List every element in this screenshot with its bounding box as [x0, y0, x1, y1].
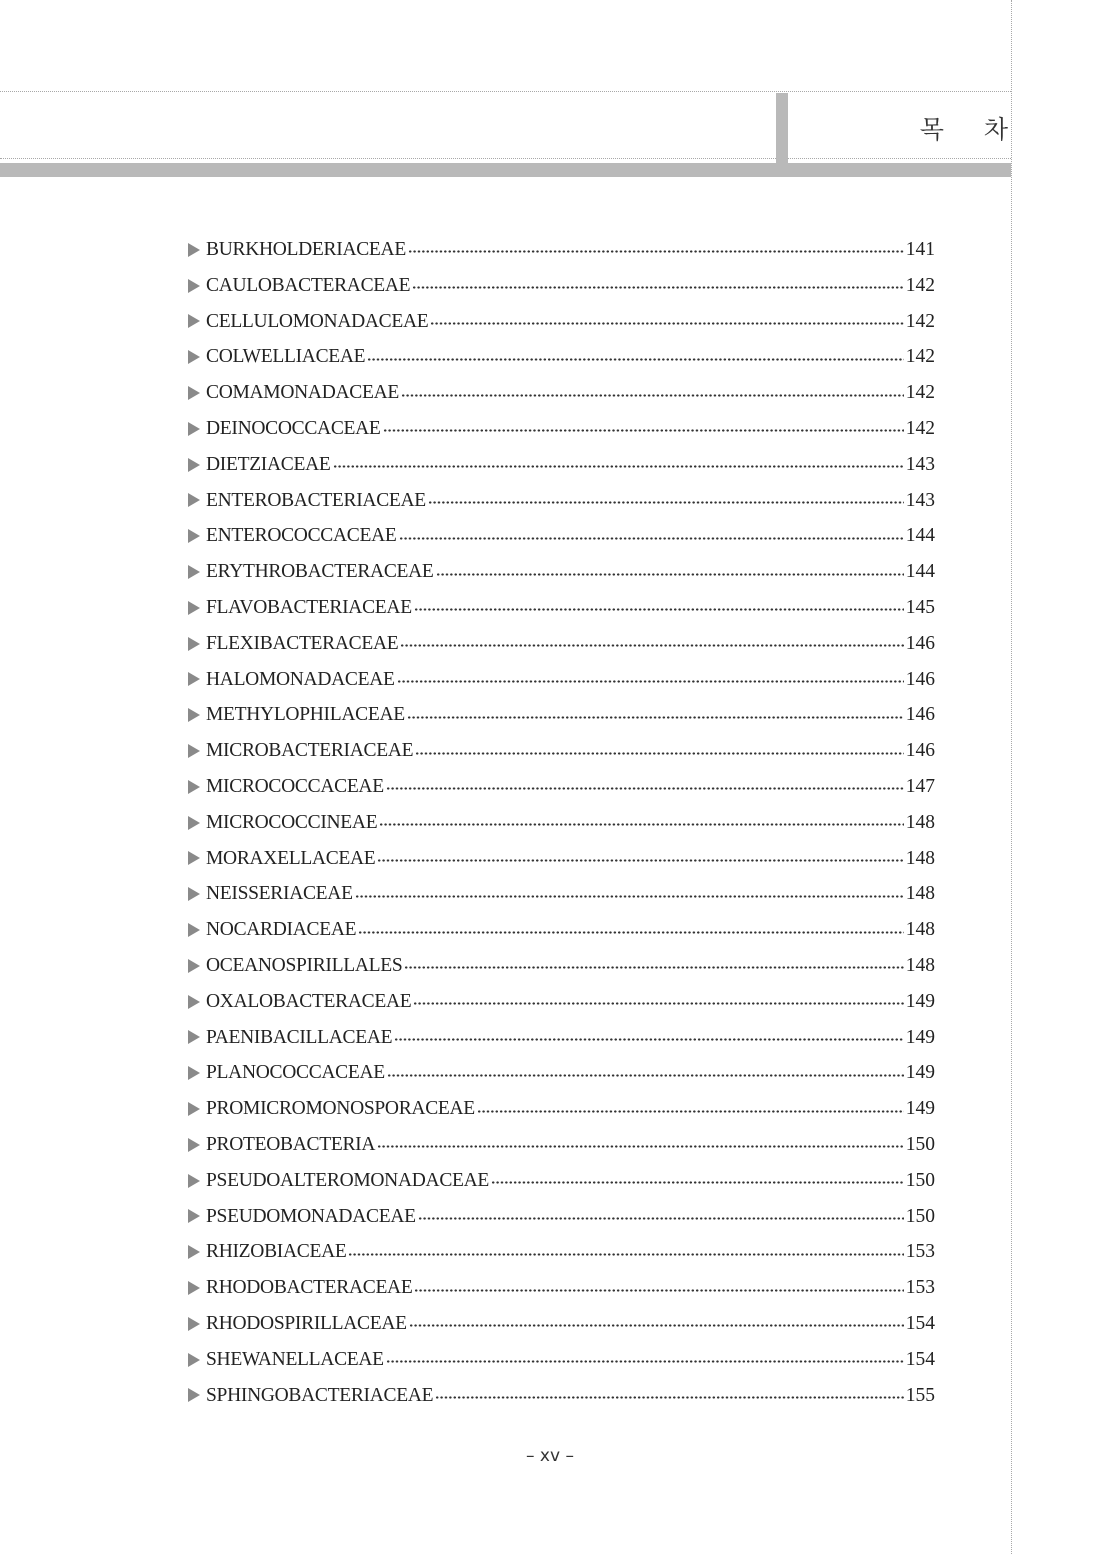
- toc-entry-title: COLWELLIACEAE: [206, 346, 366, 368]
- triangle-bullet-icon: [188, 1317, 200, 1331]
- toc-entry[interactable]: [188, 1055, 935, 1091]
- triangle-bullet-icon: [188, 279, 200, 293]
- toc-entry[interactable]: [188, 304, 935, 340]
- dot-leader: [377, 859, 903, 862]
- toc-entry[interactable]: [188, 805, 935, 841]
- triangle-bullet-icon: [188, 1245, 200, 1259]
- toc-entry-page-number: 142: [905, 417, 935, 439]
- toc-entry[interactable]: [188, 876, 935, 912]
- toc-entry-page-number: 142: [905, 274, 935, 296]
- triangle-bullet-icon: [188, 851, 200, 865]
- toc-entry[interactable]: [188, 948, 935, 984]
- toc-entry[interactable]: [188, 912, 935, 948]
- triangle-bullet-icon: [188, 1138, 200, 1152]
- dot-leader: [394, 1038, 904, 1041]
- triangle-bullet-icon: [188, 493, 200, 507]
- dot-leader: [386, 787, 904, 790]
- dot-leader: [413, 1002, 903, 1005]
- toc-entry[interactable]: [188, 841, 935, 877]
- header-bottom-dotted-line-left: [0, 158, 776, 159]
- triangle-bullet-icon: [188, 422, 200, 436]
- toc-entry-title: NOCARDIACEAE: [206, 919, 357, 941]
- triangle-bullet-icon: [188, 887, 200, 901]
- dot-leader: [491, 1181, 904, 1184]
- toc-entry[interactable]: [188, 1199, 935, 1235]
- page-edge-dotted-line: [1011, 0, 1012, 1554]
- toc-entry-title: MICROCOCCINEAE: [206, 811, 378, 833]
- toc-entry-title: CELLULOMONADACEAE: [206, 310, 429, 332]
- toc-entry-page-number: 143: [905, 489, 935, 511]
- dot-leader: [333, 465, 904, 468]
- toc-entry[interactable]: [188, 375, 935, 411]
- page-title: 목 차: [919, 115, 1024, 144]
- triangle-bullet-icon: [188, 350, 200, 364]
- toc-entry[interactable]: [188, 518, 935, 554]
- toc-entry-title: DEINOCOCCACEAE: [206, 417, 381, 439]
- toc-entry-page-number: 149: [905, 990, 935, 1012]
- toc-entry[interactable]: [188, 1378, 935, 1414]
- dot-leader: [399, 537, 904, 540]
- dot-leader: [386, 1360, 904, 1363]
- toc-entry-title: MORAXELLACEAE: [206, 847, 376, 869]
- toc-entry-title: HALOMONADACEAE: [206, 668, 395, 690]
- dot-leader: [408, 250, 904, 253]
- toc-entry-page-number: 150: [905, 1133, 935, 1155]
- toc-entry-page-number: 146: [905, 668, 935, 690]
- toc-entry-page-number: 147: [905, 775, 935, 797]
- triangle-bullet-icon: [188, 816, 200, 830]
- toc-entry[interactable]: [188, 626, 935, 662]
- header-bottom-dotted-line-right: [788, 158, 1011, 159]
- toc-entry[interactable]: [188, 733, 935, 769]
- dot-leader: [435, 1396, 904, 1399]
- dot-leader: [348, 1253, 903, 1256]
- toc-entry-page-number: 142: [905, 310, 935, 332]
- toc-entry-page-number: 146: [905, 740, 935, 762]
- toc-entry-title: PLANOCOCCACEAE: [206, 1062, 385, 1084]
- page-number-footer: – xv –: [526, 1446, 574, 1466]
- triangle-bullet-icon: [188, 637, 200, 651]
- dot-leader: [412, 286, 903, 289]
- dot-leader: [418, 1217, 904, 1220]
- dot-leader: [409, 1324, 904, 1327]
- toc-entry-title: MICROBACTERIACEAE: [206, 740, 414, 762]
- dot-leader: [414, 608, 904, 611]
- triangle-bullet-icon: [188, 243, 200, 257]
- toc-entry-title: RHIZOBIACEAE: [206, 1241, 347, 1263]
- toc-entry[interactable]: [188, 1020, 935, 1056]
- toc-entry-title: ERYTHROBACTERACEAE: [206, 561, 434, 583]
- toc-entry-page-number: 155: [905, 1384, 935, 1406]
- toc-entry[interactable]: [188, 769, 935, 805]
- toc-entry-title: DIETZIACEAE: [206, 453, 331, 475]
- toc-entry-title: OCEANOSPIRILLALES: [206, 954, 403, 976]
- triangle-bullet-icon: [188, 995, 200, 1009]
- toc-entry[interactable]: [188, 697, 935, 733]
- toc-entry[interactable]: [188, 232, 935, 268]
- dot-leader: [407, 716, 904, 719]
- dot-leader: [367, 358, 903, 361]
- toc-entry-page-number: 148: [905, 811, 935, 833]
- triangle-bullet-icon: [188, 1030, 200, 1044]
- triangle-bullet-icon: [188, 314, 200, 328]
- toc-entry-page-number: 146: [905, 704, 935, 726]
- toc-entry-page-number: 148: [905, 919, 935, 941]
- toc-entry[interactable]: [188, 1127, 935, 1163]
- toc-entry-title: OXALOBACTERACEAE: [206, 990, 412, 1012]
- toc-entry-title: FLEXIBACTERACEAE: [206, 632, 399, 654]
- toc-entry-page-number: 144: [905, 561, 935, 583]
- toc-entry-page-number: 149: [905, 1098, 935, 1120]
- toc-entry[interactable]: [188, 984, 935, 1020]
- toc-entry-page-number: 149: [905, 1062, 935, 1084]
- toc-entry-title: METHYLOPHILACEAE: [206, 704, 405, 726]
- toc-entry[interactable]: [188, 1234, 935, 1270]
- toc-entry-page-number: 153: [905, 1277, 935, 1299]
- toc-entry-page-number: 148: [905, 883, 935, 905]
- toc-entry-title: PSEUDOMONADACEAE: [206, 1205, 416, 1227]
- triangle-bullet-icon: [188, 1102, 200, 1116]
- toc-entry-page-number: 146: [905, 632, 935, 654]
- toc-entry-page-number: 144: [905, 525, 935, 547]
- toc-entry-title: FLAVOBACTERIACEAE: [206, 596, 412, 618]
- toc-entry-title: COMAMONADACEAE: [206, 382, 399, 404]
- toc-entry[interactable]: [188, 1306, 935, 1342]
- triangle-bullet-icon: [188, 601, 200, 615]
- dot-leader: [355, 895, 904, 898]
- header-gray-band: [0, 163, 1011, 177]
- toc-entry-title: PROMICROMONOSPORACEAE: [206, 1098, 475, 1120]
- dot-leader: [430, 322, 903, 325]
- toc-entry-page-number: 150: [905, 1205, 935, 1227]
- toc-entry[interactable]: [188, 1091, 935, 1127]
- dot-leader: [477, 1110, 904, 1113]
- triangle-bullet-icon: [188, 529, 200, 543]
- header-divider-bar: [776, 93, 788, 163]
- toc-entry-page-number: 154: [905, 1348, 935, 1370]
- dot-leader: [383, 429, 904, 432]
- triangle-bullet-icon: [188, 1174, 200, 1188]
- toc-entry[interactable]: [188, 590, 935, 626]
- toc-entry-page-number: 141: [905, 239, 935, 260]
- toc-entry[interactable]: [188, 339, 935, 375]
- table-of-contents: [188, 232, 935, 1413]
- toc-entry[interactable]: [188, 268, 935, 304]
- toc-entry[interactable]: [188, 411, 935, 447]
- toc-entry-title: PAENIBACILLACEAE: [206, 1026, 393, 1048]
- toc-entry-page-number: 142: [905, 346, 935, 368]
- triangle-bullet-icon: [188, 386, 200, 400]
- dot-leader: [404, 966, 903, 969]
- dot-leader: [415, 752, 904, 755]
- toc-entry-page-number: 148: [905, 847, 935, 869]
- toc-entry-title: RHODOBACTERACEAE: [206, 1277, 413, 1299]
- dot-leader: [436, 573, 904, 576]
- triangle-bullet-icon: [188, 1281, 200, 1295]
- triangle-bullet-icon: [188, 1209, 200, 1223]
- toc-entry-page-number: 149: [905, 1026, 935, 1048]
- toc-entry-page-number: 143: [905, 453, 935, 475]
- toc-entry-title: BURKHOLDERIACEAE: [206, 239, 406, 260]
- toc-entry[interactable]: [188, 1342, 935, 1378]
- triangle-bullet-icon: [188, 1388, 200, 1402]
- triangle-bullet-icon: [188, 1066, 200, 1080]
- toc-entry-title: ENTEROCOCCACEAE: [206, 525, 397, 547]
- triangle-bullet-icon: [188, 744, 200, 758]
- toc-entry-title: SPHINGOBACTERIACEAE: [206, 1384, 434, 1406]
- triangle-bullet-icon: [188, 565, 200, 579]
- toc-entry-title: ENTEROBACTERIACEAE: [206, 489, 426, 511]
- dot-leader: [414, 1289, 903, 1292]
- triangle-bullet-icon: [188, 923, 200, 937]
- triangle-bullet-icon: [188, 780, 200, 794]
- toc-entry[interactable]: [188, 662, 935, 698]
- dot-leader: [377, 1145, 904, 1148]
- toc-entry-title: SHEWANELLACEAE: [206, 1348, 384, 1370]
- toc-entry[interactable]: [188, 1163, 935, 1199]
- toc-entry-title: PROTEOBACTERIA: [206, 1133, 376, 1155]
- toc-entry[interactable]: [188, 1270, 935, 1306]
- toc-entry-page-number: 142: [905, 382, 935, 404]
- toc-entry-title: MICROCOCCACEAE: [206, 775, 384, 797]
- triangle-bullet-icon: [188, 1353, 200, 1367]
- triangle-bullet-icon: [188, 458, 200, 472]
- toc-entry-page-number: 148: [905, 954, 935, 976]
- triangle-bullet-icon: [188, 672, 200, 686]
- toc-entry-page-number: 145: [905, 596, 935, 618]
- toc-entry-title: CAULOBACTERACEAE: [206, 274, 411, 296]
- toc-entry-title: NEISSERIACEAE: [206, 883, 353, 905]
- toc-entry[interactable]: [188, 447, 935, 483]
- toc-entry-page-number: 150: [905, 1169, 935, 1191]
- dot-leader: [387, 1074, 904, 1077]
- toc-entry-title: PSEUDOALTEROMONADACEAE: [206, 1169, 490, 1191]
- dot-leader: [358, 931, 904, 934]
- toc-entry-page-number: 154: [905, 1312, 935, 1334]
- header-top-dotted-line: [0, 91, 1011, 92]
- toc-entry[interactable]: [188, 483, 935, 519]
- triangle-bullet-icon: [188, 959, 200, 973]
- dot-leader: [400, 644, 903, 647]
- toc-entry-page-number: 153: [905, 1241, 935, 1263]
- toc-entry[interactable]: [188, 554, 935, 590]
- dot-leader: [401, 394, 904, 397]
- dot-leader: [379, 823, 903, 826]
- triangle-bullet-icon: [188, 708, 200, 722]
- dot-leader: [397, 680, 904, 683]
- toc-entry-title: RHODOSPIRILLACEAE: [206, 1312, 407, 1334]
- dot-leader: [428, 501, 904, 504]
